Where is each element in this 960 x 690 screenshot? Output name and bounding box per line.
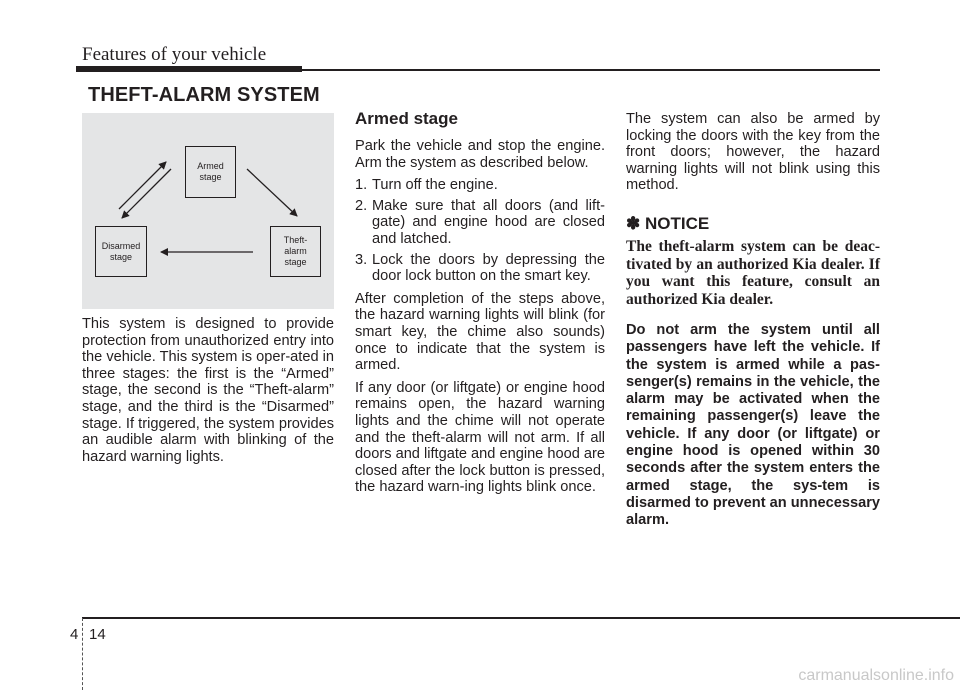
armed-stage-box: Armed stage (185, 146, 236, 198)
list-item (355, 252, 605, 285)
stage-arrows (82, 113, 334, 309)
notice-dealer-text: The theft-alarm system can be deac-tivated by an authorized Kia dealer. If you want this feature, consult an authorized Kia dealer. (626, 238, 880, 308)
armed-stage-column (355, 138, 605, 502)
list-number: 2. (355, 197, 368, 214)
arrow-armed-to-theft (247, 169, 297, 216)
list-text: Turn off the engine. (372, 177, 498, 194)
watermark: carmanualsonline.info (798, 667, 954, 684)
list-number: 1. (355, 177, 368, 194)
list-item (355, 198, 605, 248)
armed-stage-heading: Armed stage (355, 109, 458, 128)
armed-stage-lead: Park the vehicle and stop the engine. Arm the system as described below. (355, 138, 605, 171)
list-text: Make sure that all doors (and lift-gate) and engine hood are closed and latched. (372, 197, 605, 247)
chapter-number: 4 (70, 626, 79, 643)
intro-column (82, 316, 334, 471)
key-arming-paragraph: The system can also be armed by locking the doors with the key from the front doors; however, the hazard warning lights will not blink using this method. (626, 111, 880, 194)
arrow-disarmed-to-armed (119, 162, 166, 209)
footer-rule (82, 617, 960, 619)
list-text: Lock the doors by depressing the door lock button on the smart key. (372, 251, 605, 285)
footer-divider (82, 618, 83, 690)
page-header-title: Features of your vehicle (82, 44, 267, 65)
page-number: 14 (89, 626, 106, 643)
notice-title: ✽ NOTICE (626, 214, 710, 233)
theft-alarm-stage-box: Theft-alarm stage (270, 226, 321, 277)
header-rule-thick (76, 66, 302, 72)
door-open-paragraph: If any door (or liftgate) or engine hood remains open, the hazard warning lights and the chime will not operate and the theft-alarm will not arm. If all doors and liftgate and engine hood are closed after the lock button is pressed, the hazard warn-ing lights blink once. (355, 379, 605, 496)
after-completion-paragraph: After completion of the steps above, the hazard warning lights will blink (for smart key, the chime also sounds) once to indicate that the system is armed. (355, 290, 605, 374)
key-arming-column (626, 111, 880, 200)
stage-diagram (82, 113, 334, 309)
list-number: 3. (355, 251, 368, 268)
disarmed-stage-box: Disarmed stage (95, 226, 147, 277)
intro-paragraph: This system is designed to provide protection from unauthorized entry into the vehicle. This system is oper-ated in three stages: the first is the “Armed” stage, the second is the “Theft-alarm” stage, and the third is the “Disarmed” stage. If triggered, the system provides an audible alarm with blinking of the hazard warning lights. (82, 316, 334, 465)
notice-warning-text: Do not arm the system until all passengers have left the vehicle. If the system is armed while a pas-senger(s) remains in the vehicle, the alarm may be activated when the remaining passenger(s) leave the vehicle. If any door (or liftgate) or engine hood is opened within 30 seconds after the system enters the armed stage, the sys-tem is disarmed to prevent an unnecessary alarm. (626, 322, 880, 529)
header-rule-thin (302, 69, 880, 71)
list-item (355, 177, 605, 194)
arrow-armed-to-disarmed (122, 169, 171, 218)
section-title: THEFT-ALARM SYSTEM (88, 84, 320, 106)
